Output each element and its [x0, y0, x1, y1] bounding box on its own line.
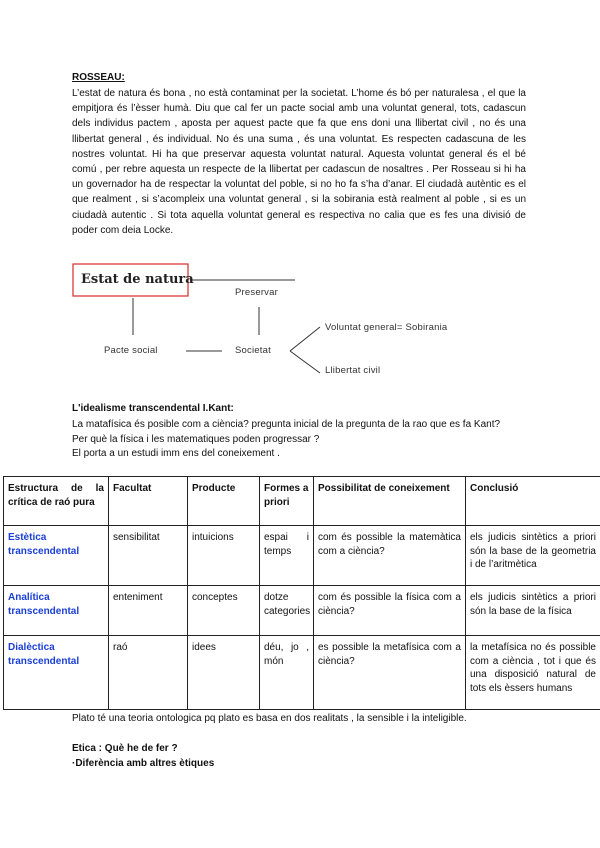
- header-producte: Producte: [188, 477, 260, 526]
- societat-label: Societat: [235, 345, 271, 356]
- kant-line: Per què la física i les matematiques poden progressar ?: [72, 433, 320, 445]
- cell-facultat: raó: [109, 636, 188, 710]
- cell-possibilitat: com és possible la física com a ciència?: [314, 586, 466, 636]
- cell-conclusio: els judicis sintètics a priori són la base de la geometria i de l’aritmètica: [466, 526, 600, 586]
- cell-estructura: Analítica transcendental: [4, 586, 109, 636]
- table-row: [4, 636, 600, 710]
- table-row: [4, 526, 600, 586]
- cell-possibilitat: es possible la metafísica com a ciència?: [314, 636, 466, 710]
- plato-line: Plato té una teoria ontologica pq plato es basa en dos realitats , la sensible i la inteligible.: [72, 713, 467, 724]
- cell-estructura: Estètica transcendental: [4, 526, 109, 586]
- table-header-row: [4, 477, 600, 526]
- kant-table: [3, 476, 600, 710]
- kant-line: La matafísica és posible com a ciència? pregunta inicial de la pregunta de la rao que es fa Kant?: [72, 419, 501, 430]
- cell-producte: intuicions: [188, 526, 260, 586]
- cell-producte: idees: [188, 636, 260, 710]
- kant-line: El porta a un estudi imm ens del coneixement .: [72, 448, 280, 459]
- cell-formes: dotze categories: [260, 586, 314, 636]
- estat-natura-label: Estat de natura: [81, 272, 194, 287]
- llibertat-civil-label: Llibertat civil: [325, 365, 381, 376]
- cell-facultat: enteniment: [109, 586, 188, 636]
- cell-formes: espai i temps: [260, 526, 314, 586]
- voluntat-general-label: Voluntat general= Sobirania: [325, 322, 448, 333]
- pacte-social-label: Pacte social: [104, 345, 158, 356]
- etica-heading: Etica : Què he de fer ?: [72, 743, 178, 754]
- rousseau-paragraph: [72, 86, 526, 238]
- kant-intro: [72, 418, 532, 462]
- line-to-llibertat: [290, 351, 320, 373]
- rousseau-text: L’estat de natura és bona , no està contaminat per la societat. L’home és bó per naturalesa , el que la empitjora és l’èsser humà. Diu que cal fer un pacte social amb una voluntat general, tots, cadascun dels individus pactem , aposta per aquest pacte que fa que ens doni una llibertat civil , no és una llibertat general , és individual. No és una suma , és una voluntat. Es respecten cadascuna de les nostres voluntat. Hi ha que preservar aquesta voluntat natural. Aquesta voluntat general és el bé comú , per rebre aquesta un respecte de la llibertat per cadascun de nosaltres . Per Rosseau si hi ha un governador ha de respectar la voluntat del poble, si no ho fa s’ha d’anar. El ciudadà autèntic es el que realment , si s’acompleix una voluntat general , si la sobirania està realment al poble , si es un ciudadà autentic . Si tota aquella voluntat general es respectiva no calia que es fes una divisió de poder com deia Locke.: [72, 88, 526, 236]
- cell-producte: conceptes: [188, 586, 260, 636]
- header-possibilitat: Possibilitat de coneixement: [314, 477, 466, 526]
- cell-estructura: Dialèctica transcendental: [4, 636, 109, 710]
- preservar-label: Preservar: [235, 287, 278, 298]
- table-row: [4, 586, 600, 636]
- line-to-voluntat: [290, 327, 320, 351]
- kant-heading: L'idealisme transcendental I.Kant:: [72, 403, 234, 414]
- etica-bullet: ·Diferència amb altres ètiques: [72, 758, 215, 769]
- header-formes: Formes a priori: [260, 477, 314, 526]
- cell-formes: déu, jo , món: [260, 636, 314, 710]
- header-facultat: Facultat: [109, 477, 188, 526]
- cell-possibilitat: com és possible la matemàtica com a ciència?: [314, 526, 466, 586]
- cell-facultat: sensibilitat: [109, 526, 188, 586]
- header-estructura: Estructura de la crítica de raó pura: [4, 477, 109, 526]
- cell-conclusio: els judicis sintètics a priori són la base de la física: [466, 586, 600, 636]
- header-conclusio: Conclusió: [466, 477, 600, 526]
- rousseau-heading: ROSSEAU:: [72, 72, 125, 83]
- cell-conclusio: la metafísica no és possible com a ciència , tot i que és una disposició natural de tots els èssers humans: [466, 636, 600, 710]
